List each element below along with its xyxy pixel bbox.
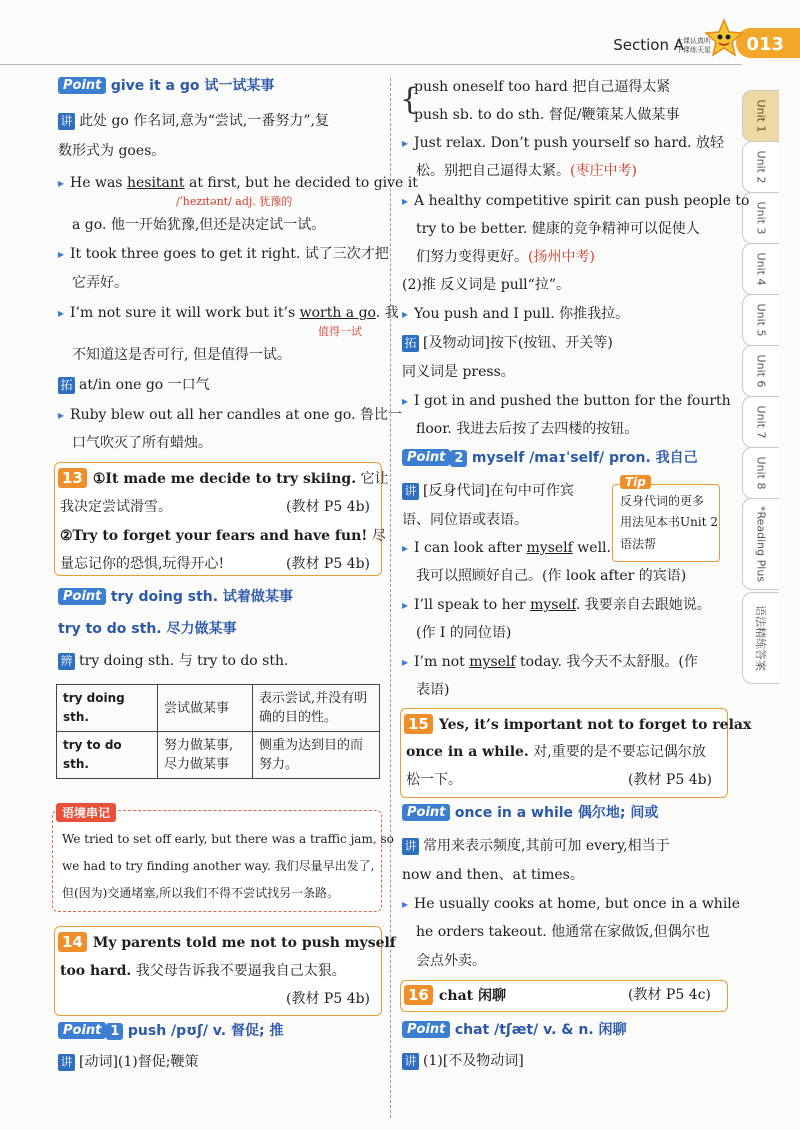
item-sentence: once in a while. — [406, 744, 529, 760]
point-subtitle: try to do sth. 尽力做某事 — [58, 621, 237, 637]
example-translation: a go. 他一开始犹豫,但还是决定试一试。 — [72, 217, 326, 233]
point-push — [58, 1022, 283, 1040]
point-title: chat /tʃæt/ v. & n. 闲聊 — [454, 1022, 627, 1038]
extension-icon: 拓 — [58, 377, 75, 394]
tab-unit-6[interactable] — [742, 345, 779, 397]
bullet-icon: ▸ — [402, 194, 409, 208]
example-sentence — [402, 596, 711, 614]
explanation-line — [402, 482, 574, 500]
tip-line: 语法帮 — [620, 537, 657, 551]
example-translation: 它弄好。 — [72, 275, 128, 291]
phrase-line: push oneself too hard 把自己逼得太紧 — [414, 79, 671, 95]
tab-unit-4[interactable] — [742, 243, 779, 295]
bullet-icon: ▸ — [402, 394, 409, 408]
bullet-icon: ▸ — [58, 408, 65, 422]
explanation-line: now and then、at times。 — [402, 867, 584, 883]
example-translation: try to be better. 健康的竞争精神可以促使人 — [416, 221, 700, 237]
annotation-note: 值得一试 — [318, 325, 362, 338]
explanation-line — [402, 837, 670, 855]
example-sentence — [402, 392, 731, 410]
example-text: I’m not — [414, 654, 470, 670]
example-text: I’m not sure it will work but it’s — [70, 305, 300, 321]
item-sentence: chat 闲聊 — [438, 988, 506, 1004]
bullet-icon: ▸ — [402, 307, 409, 321]
bullet-icon: ▸ — [402, 897, 409, 911]
point-title: push /pʊʃ/ v. 督促; 推 — [127, 1023, 284, 1039]
underlined-word: myself — [530, 597, 576, 613]
explanation-text: [动词](1)督促;鞭策 — [79, 1054, 199, 1070]
table-row — [57, 685, 380, 732]
example-sentence — [402, 305, 629, 323]
tab-label: 语法精练答案 — [754, 605, 767, 671]
table-cell: 尝试做某事 — [158, 685, 253, 732]
example-translation: (作 I 的同位语) — [416, 625, 512, 641]
tab-unit-5[interactable] — [742, 294, 779, 346]
item-number: 13 — [58, 468, 87, 488]
example-sentence — [402, 134, 724, 152]
example-text: It took three goes to get it right. 试了三次才把 — [70, 246, 389, 262]
bullet-icon: ▸ — [402, 598, 409, 612]
point-chat — [402, 1021, 627, 1039]
bullet-icon: ▸ — [402, 541, 409, 555]
tab-unit-7[interactable] — [742, 396, 779, 448]
item-14-line — [60, 962, 346, 980]
extension-line — [402, 334, 613, 352]
example-text: . 我要亲自去跟她说。 — [575, 597, 711, 613]
example-text: I’ll speak to her — [414, 597, 531, 613]
example-text: He was — [70, 175, 127, 191]
item-translation: 它让 — [356, 471, 389, 487]
synonym-line: 同义词是 press。 — [402, 364, 515, 380]
context-line: 但(因为)交通堵塞,所以我们不得不尝试找另一条路。 — [62, 886, 340, 900]
example-sentence — [58, 406, 402, 424]
tab-grammar-answers[interactable] — [742, 592, 779, 684]
explanation-text: [反身代词]在句中可作宾 — [423, 483, 574, 499]
example-text: well. — [572, 540, 611, 556]
phrase-line: push sb. to do sth. 督促/鞭策某人做某事 — [414, 107, 680, 123]
point-title: once in a while 偶尔地; 间或 — [454, 805, 659, 821]
example-text: Ruby blew out all her candles at one go. 鲁比一 — [70, 407, 402, 423]
context-line: We tried to set off early, but there was a traffic jam, so — [62, 832, 394, 846]
explanation-text: (1)[不及物动词] — [423, 1053, 524, 1069]
point-number: 1 — [106, 1023, 123, 1040]
explain-icon: 讲 — [402, 1053, 419, 1070]
example-text: I got in and pushed the button for the fourth — [414, 393, 731, 409]
tab-label: Unit 5 — [754, 303, 768, 337]
tab-label: Unit 8 — [754, 456, 768, 490]
item-source: (教材 P5 4b) — [628, 772, 713, 788]
page-number: 013 — [746, 34, 784, 55]
point-badge: Point — [58, 1022, 106, 1039]
example-translation: 不知道这是否可行, 但是值得一试。 — [72, 347, 291, 363]
tab-unit-1[interactable] — [742, 90, 779, 142]
tab-label: *Reading Plus — [754, 505, 768, 583]
context-line: we had to try finding another way. 我们尽量早出发了, — [62, 859, 375, 873]
bullet-icon: ▸ — [58, 247, 65, 261]
point-title: myself /maɪˈself/ pron. 我自己 — [471, 450, 698, 466]
explanation-line: 语、同位语或表语。 — [402, 512, 528, 528]
item-number: 16 — [404, 985, 433, 1005]
extension-icon: 拓 — [402, 335, 419, 352]
point-give-it-a-go — [58, 77, 274, 95]
tab-label: Unit 3 — [754, 201, 768, 235]
example-sentence — [402, 539, 611, 557]
example-text: today. 我今天不太舒服。(作 — [515, 654, 698, 670]
explanation-line — [58, 1053, 198, 1071]
bullet-icon: ▸ — [402, 655, 409, 669]
item-source: (教材 P5 4b) — [286, 499, 371, 515]
example-translation: floor. 我进去后按了去四楼的按钮。 — [416, 421, 639, 437]
point-badge: Point — [58, 588, 106, 605]
item-sentence: too hard. — [60, 963, 132, 979]
point-try-doing — [58, 588, 293, 606]
explanation-line — [58, 112, 329, 130]
example-text: I can look after — [414, 540, 527, 556]
explanation-text: 此处 go 作名词,意为“尝试,一番努力”,复 — [79, 113, 329, 129]
distinction-icon: 辨 — [58, 653, 75, 670]
point-title: give it a go 试一试某事 — [110, 78, 275, 94]
tab-label: Unit 6 — [754, 354, 768, 388]
tab-unit-8[interactable] — [742, 447, 779, 499]
point-myself — [402, 449, 698, 467]
example-translation: 会点外卖。 — [416, 953, 486, 969]
tab-label: Unit 2 — [754, 150, 768, 184]
example-sentence — [58, 245, 389, 263]
example-translation — [416, 248, 595, 266]
item-source: (教材 P5 4b) — [286, 991, 371, 1007]
explain-icon: 讲 — [58, 113, 75, 130]
point-badge: Point — [402, 804, 450, 821]
brace-symbol: { — [400, 82, 420, 117]
item-translation: 尽 — [367, 528, 386, 544]
example-sentence — [402, 653, 698, 671]
example-sentence — [58, 304, 399, 322]
tab-label: Unit 1 — [754, 99, 768, 133]
point-badge: Point — [402, 449, 450, 466]
example-sentence — [402, 895, 740, 913]
item-sentence: ②Try to forget your fears and have fun! — [60, 528, 368, 544]
table-cell: 努力做某事,尽力做某事 — [158, 732, 253, 779]
point-badge: Point — [402, 1021, 450, 1038]
point-number: 2 — [450, 450, 467, 467]
exam-source: (扬州中考) — [528, 249, 595, 265]
distinction-text: try doing sth. 与 try to do sth. — [79, 653, 289, 669]
bullet-icon: ▸ — [58, 176, 65, 190]
item-sentence: Yes, it’s important not to forget to relax — [438, 717, 752, 733]
item-13-line: 我决定尝试滑雪。 — [60, 499, 172, 515]
example-text: You push and I pull. 你推我拉。 — [414, 306, 630, 322]
tab-label: Unit 7 — [754, 405, 768, 439]
explanation-line: 数形式为 goes。 — [58, 143, 166, 159]
star-mascot-icon — [704, 18, 744, 58]
example-translation — [416, 162, 637, 180]
item-13-line — [60, 527, 386, 545]
item-number: 15 — [404, 714, 433, 734]
item-15-line — [404, 714, 751, 734]
table-cell: try doing sth. — [57, 685, 158, 732]
example-translation: 我可以照顾好自己。(作 look after 的宾语) — [416, 568, 687, 584]
tip-line: 反身代词的更多 — [620, 494, 705, 508]
point-title: try doing sth. 试着做某事 — [110, 589, 293, 605]
item-sentence: ①It made me decide to try skiing. — [92, 471, 357, 487]
explain-icon: 讲 — [402, 838, 419, 855]
item-number: 14 — [58, 932, 87, 952]
example-text: at first, but he decided to give it — [184, 175, 418, 191]
item-source: (教材 P5 4b) — [286, 556, 371, 572]
example-text: He usually cooks at home, but once in a while — [414, 896, 741, 912]
example-sentence — [402, 192, 749, 210]
example-text: Just relax. Don’t push yourself so hard. 放轻 — [414, 135, 724, 151]
annotation-note: /ˈhezɪtənt/ adj. 犹豫的 — [176, 195, 293, 208]
table-cell: try to do sth. — [57, 732, 158, 779]
underlined-word: worth a go — [299, 305, 376, 321]
table-cell: 侧重为达到目的而努力。 — [253, 732, 380, 779]
example-text: 们努力变得更好。 — [416, 249, 528, 265]
tab-label: Unit 4 — [754, 252, 768, 286]
table-row — [57, 732, 380, 779]
item-15-line: 松一下。 — [406, 772, 462, 788]
item-sentence: My parents told me not to push myself — [92, 935, 396, 951]
item-13-line: 量忘记你的恐惧,玩得开心! — [60, 556, 225, 572]
column-divider — [390, 78, 391, 1118]
explain-icon: 讲 — [58, 1054, 75, 1071]
comparison-table — [56, 684, 380, 779]
example-text: . 我 — [375, 305, 399, 321]
extension-text: [及物动词]按下(按钮、开关等) — [423, 335, 613, 351]
underlined-word: myself — [469, 654, 516, 670]
exam-source: (枣庄中考) — [570, 163, 637, 179]
item-16-line — [404, 985, 506, 1005]
example-translation: he orders takeout. 他通常在家做饭,但偶尔也 — [416, 924, 710, 940]
example-translation: 口气吹灭了所有蜡烛。 — [72, 435, 212, 451]
example-text: 松。别把自己逼得太紧。 — [416, 163, 570, 179]
explain-icon: 讲 — [402, 483, 419, 500]
item-15-line — [406, 743, 706, 761]
tab-unit-2[interactable] — [742, 141, 779, 193]
table-cell: 表示尝试,并没有明确的目的性。 — [253, 685, 380, 732]
explanation-text: 常用来表示频度,其前可加 every,相当于 — [423, 838, 670, 854]
meaning-line: (2)推 反义词是 pull“拉”。 — [402, 277, 570, 293]
item-source: (教材 P5 4c) — [628, 987, 711, 1003]
extension-text: at/in one go 一口气 — [79, 377, 210, 393]
tab-reading-plus[interactable] — [742, 498, 779, 590]
example-translation: 表语) — [416, 682, 450, 698]
bullet-icon: ▸ — [402, 136, 409, 150]
bullet-icon: ▸ — [58, 306, 65, 320]
explanation-line — [402, 1052, 524, 1070]
distinction-line — [58, 652, 288, 670]
item-13-line — [58, 468, 389, 488]
underlined-word: myself — [526, 540, 573, 556]
section-title: Section A — [613, 36, 684, 54]
context-memory-tag: 语境串记 — [56, 803, 116, 822]
item-14-line — [58, 932, 396, 952]
point-badge: Point — [58, 77, 106, 94]
example-sentence — [58, 174, 418, 192]
point-once-in-a-while — [402, 804, 658, 822]
tip-tag: Tip — [620, 475, 651, 489]
extension-line — [58, 376, 210, 394]
underlined-word: hesitant — [126, 175, 185, 191]
header-tag: 上课认真听 下课练天星 — [676, 37, 711, 54]
item-translation: 我父母告诉我不要逼我自己太狠。 — [131, 963, 346, 979]
tip-line: 用法见本书Unit 2 — [620, 515, 718, 529]
example-text: A healthy competitive spirit can push people to — [414, 193, 750, 209]
item-translation: 对,重要的是不要忘记偶尔放 — [528, 744, 706, 760]
